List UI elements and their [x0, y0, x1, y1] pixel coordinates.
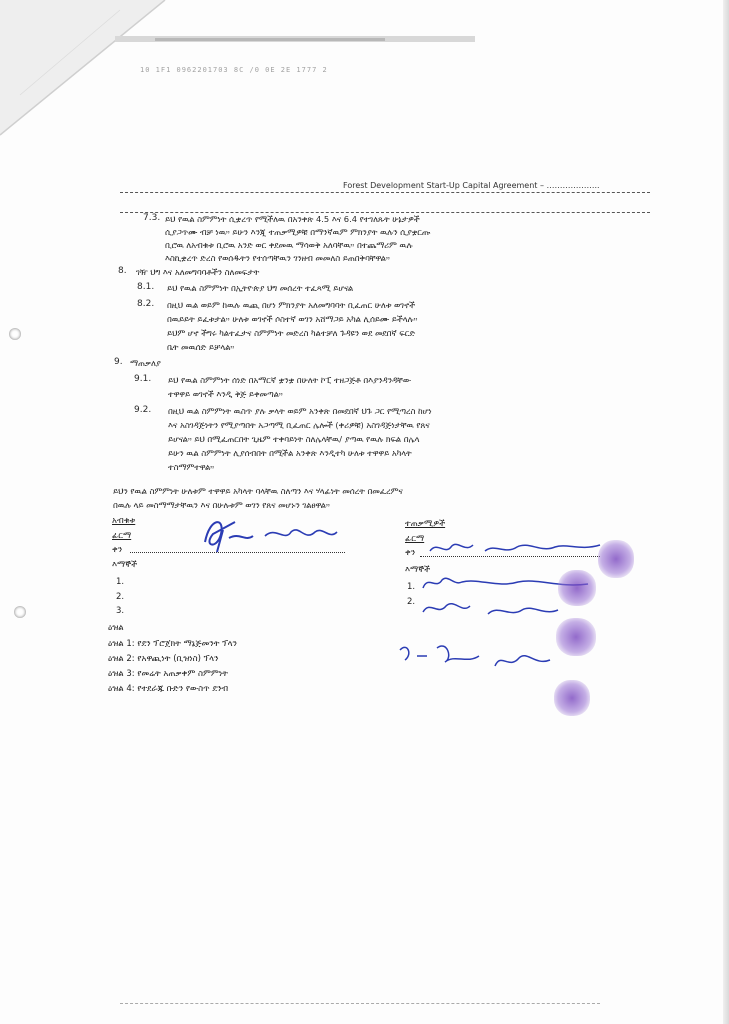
- witness-number: 1.: [116, 577, 125, 587]
- footer-rule: [120, 1003, 600, 1004]
- handwritten-signature-recipient: [425, 537, 605, 559]
- witness-number: 2.: [407, 597, 416, 607]
- thumbprint: [556, 618, 596, 656]
- header-rule: [120, 192, 650, 193]
- annex-item: ዕዝል 2: የአዋጪነት (ቢዝነስ) ፕላን: [108, 654, 219, 664]
- clause-number: 9.1.: [134, 374, 152, 384]
- clause-line: በዉይይት ይፈቱታል። ሁለቱ ወገኖች ሶስተኛ ወገን አሸማጋይ አካል ሊሰይሙ ይችላሉ።: [167, 314, 418, 324]
- clause-line: ተስማምተዋል።: [168, 462, 215, 472]
- grantor-label: አብቁቱ: [112, 516, 136, 526]
- witnesses-label: እማኞች: [405, 565, 431, 575]
- closing-line: በዉሉ ላይ መስማማታቸዉን እና በሁሉቱም ወገን የጸና መሆኑን ገልፀዋል።: [113, 500, 330, 510]
- date-label: ቀን: [405, 548, 416, 558]
- punch-hole: [9, 328, 21, 340]
- recipient-label: ተጠቃሚዎች: [405, 519, 446, 529]
- witness-number: 2.: [116, 592, 125, 602]
- date-label: ቀን: [112, 545, 123, 555]
- clause-number: 8.2.: [137, 299, 155, 309]
- clause-line: እስኪቋረጥ ድረስ የወሰዱትን የተሰጣቸዉን ገንዘብ መመለስ ይጠበቅባቸዋል።: [165, 253, 390, 263]
- clause-line: ቢሮዉ ለአብቁቱ ቢሮዉ አንድ ወር ቀደመዉ ማሳወቅ አለባቸዉ። በተጨማሪም ዉሉ: [165, 240, 413, 250]
- clause-line: ሲያጋጥሙ ብቻ ነዉ። ይሁን እንጂ ተጠቃሚዎቹ በማንኛዉም ምክንያት ዉሉን ሲያቋርጡ: [165, 227, 431, 237]
- clause-line: ይህ የዉል ስምምነት ሲቋረጥ የሚችለዉ በአንቀጽ 4.5 እና 6.4 የተገለጹት ሁኔታዎች: [165, 214, 420, 224]
- section-number: 9.: [114, 357, 123, 367]
- signature-label: ፊርማ: [112, 531, 132, 541]
- signature-label: ፊርማ: [405, 534, 425, 544]
- closing-line: ይህን የዉል ስምምነት ሁለቱም ተዋዋይ አካላት ባላቸዉ ስለጣን እና ሃላፊነት መሰረት በመፈረምና: [113, 486, 403, 496]
- clause-line: ይሆናል። ይህ በሚፈጠርበት ጊዜም ተቀባይነት ስለሌላቸዉ/ ያጣዉ የዉሉ ክፍል በሌላ: [168, 434, 420, 444]
- witness-number: 3.: [116, 606, 125, 616]
- section-number: 8.: [118, 266, 127, 276]
- annex-item: ዕዝል 3: የመሬት አጠቃቀም ስምምነት: [108, 669, 228, 679]
- clause-number: 9.2.: [134, 405, 152, 415]
- page-edge: [723, 0, 729, 1024]
- thumbprint: [554, 680, 590, 716]
- clause-line: ይህም ሆኖ ችግሩ ካልተፈታና ስምምነት መድረስ ካልተቻለ ጉዳዩን ወደ መደበኛ ፍርድ: [167, 328, 416, 338]
- annex-heading: ዕዝል: [108, 623, 124, 633]
- clause-number: 8.1.: [137, 282, 155, 292]
- clause-number: 7.3.: [143, 213, 161, 223]
- clause-line: ይህ የዉል ስምምነት በኢትዮጵያ ህግ መሰረት ተፈጻሚ ይሆናል: [167, 283, 354, 293]
- handwritten-signature-grantor: [195, 512, 345, 556]
- annex-item: ዕዝል 4: የተደራጁ ቡድን የውስጥ ደንብ: [108, 684, 229, 694]
- clause-line: ተዋዋይ ወገኖች እንዲ ቅጅ ይቀመጣል።: [168, 389, 283, 399]
- section-heading: ማጠቃለያ: [130, 358, 161, 368]
- clause-line: በዚህ ዉል ስምምነት ዉስጥ ያሉ ቃላት ወይም አንቀጽ በመደበኛ ህጉ ጋር የሚጣረስ ከሆነ: [168, 406, 432, 416]
- witness-number: 1.: [407, 582, 416, 592]
- document-header-title: Forest Development Start-Up Capital Agreement – ………………..: [343, 181, 600, 190]
- witnesses-label: እማኞች: [112, 560, 138, 570]
- handwritten-witness-3: [395, 640, 555, 685]
- clause-line: በዚህ ዉል ወይም ከዉሉ ዉጪ በሆነ ምክንያት አለመግባባት ቢፈጠር ሁለቱ ወገኖች: [167, 300, 415, 310]
- clause-line: ቤት መዉሰድ ይቻላል።: [167, 342, 235, 352]
- clause-line: ይህ የዉል ስምምነት ሰነድ በአማርኛ ቋንቋ በሁለት ኮፒ ተዘጋጅቶ በእያንዳንዳቸው: [168, 375, 411, 385]
- thumbprint: [558, 570, 596, 606]
- punch-hole: [14, 606, 26, 618]
- clause-line: እና አስገዳጅነትን የሚያጣበት አጋጣሚ ቢፈጠር ሌሎች (ቀሪዎቹ) አስገዳጅነታቸዉ የጸና: [168, 420, 430, 430]
- thumbprint: [598, 540, 634, 578]
- faded-header-text: 10 1F1 0962201703 8C /0 0E 2E 1777 2: [140, 66, 328, 74]
- section-heading: ገዥ ህግ እና አለመግባባቶችን ስለመፍታት: [136, 267, 260, 277]
- clause-line: ይሁን ዉል ስምምነት ሊያሰብበት በሚችል አንቀጽ እንዲተካ ሁለቱ ተዋዋይ አካላት: [168, 448, 412, 458]
- annex-item: ዕዝል 1: የደን ፕሮጀክት ማኔጅመንት ፕላን: [108, 639, 237, 649]
